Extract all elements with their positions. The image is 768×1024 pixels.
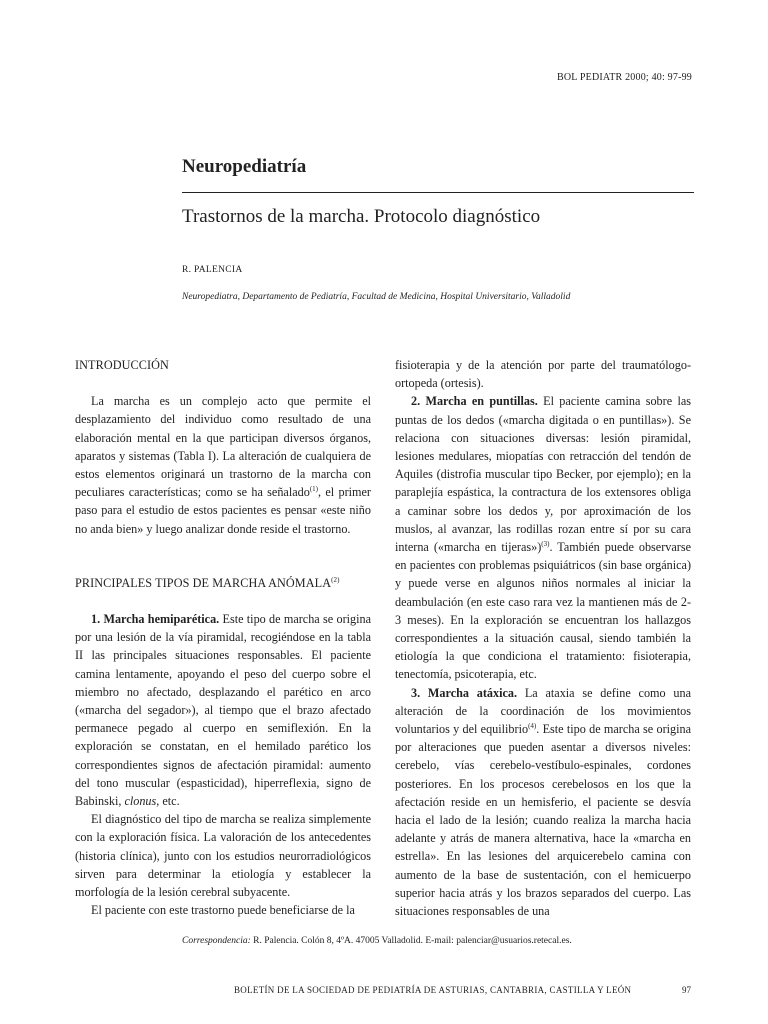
author-affiliation: Neuropediatra, Departamento de Pediatría, Facultad de Medicina, Hospital Universitario, Valladolid xyxy=(182,292,571,302)
section-title: Neuropediatría xyxy=(182,156,307,177)
left-column xyxy=(75,356,371,919)
article-title: Trastornos de la marcha. Protocolo diagnóstico xyxy=(182,206,541,227)
heading-introduccion: INTRODUCCIÓN xyxy=(75,358,169,372)
right-column xyxy=(395,356,691,920)
paragraph-puntillas: 2. Marcha en puntillas. El paciente camina sobre las puntas de los dedos («marcha digitada o en puntillas»). Se relaciona con situaciones diversas: lesión piramidal, lesiones medulares, miopatías con retracción del tendón de Aquiles (distrofia muscular tipo Becker, por ejemplo); en la paraplejía espástica, la contractura de los extensores obliga a caminar sobre los dedos y, por aproximación de los muslos, al avanzar, las rodillas rozan entre sí por su cara interna («marcha en tijeras»)$^{(3)}$. También puede observarse en pacientes con problemas psiquiátricos (sin base orgánica) y puede verse en algunos niños normales al iniciar la deambulación (en este caso rara vez la mantienen más de 2-3 meses). En la exploración se encuentran los hallazgos correspondientes a la situación causal, siendo también la etiología la que condiciona el tratamiento: fisioterapia, tenectomía, psicoterapia, etc. xyxy=(395,394,691,682)
author-name: R. PALENCIA xyxy=(182,265,243,275)
intro-paragraph: La marcha es un complejo acto que permite el desplazamiento del individuo como resultado de una elaboración mental en la que participan diversos órganos, aparatos y sistemas (Tabla I). La alteración de cualquiera de estos elementos originará un trastorno de la marcha con peculiares características; como se ha señalado$^{(1)}$, el primer paso para el estudio de estos pacientes es pensar «este niño no anda bien» y luego analizar donde reside el trastorno. xyxy=(75,394,371,536)
reference-2: (2) xyxy=(331,575,340,584)
page-number: 97 xyxy=(682,985,691,995)
footer-journal-name: BOLETÍN DE LA SOCIEDAD DE PEDIATRÍA DE ASTURIAS, CANTABRIA, CASTILLA Y LEÓN xyxy=(234,985,632,995)
paragraph-tratamiento: El paciente con este trastorno puede beneficiarse de la xyxy=(91,903,355,918)
correspondence-note: Correspondencia: R. Palencia. Colón 8, 4ºA. 47005 Valladolid. E-mail: palenciar@usuarios.retecal.es. xyxy=(182,936,572,946)
journal-reference: BOL PEDIATR 2000; 40: 97-99 xyxy=(556,72,692,83)
reference-3: (3) xyxy=(541,539,550,548)
heading-tipos-marcha: PRINCIPALES TIPOS DE MARCHA ANÓMALA$^{(2)}$ xyxy=(75,575,340,590)
paragraph-diagnostico: El diagnóstico del tipo de marcha se realiza simplemente con la exploración física. La valoración de los antecedentes (historia clínica), junto con los estudios neurorradiológicos sirven para determinar la etiología y establecer la morfología de la lesión cerebral subyacente. xyxy=(75,812,371,900)
paragraph-continuation: fisioterapia y de la atención por parte del traumatólogo-ortopeda (ortesis). xyxy=(395,358,691,391)
paragraph-hemiparetica: 1. Marcha hemiparética. Este tipo de marcha se origina por una lesión de la vía piramidal, recogiéndose en la tabla II las principales situaciones responsables. El paciente camina lentamente, apoyando el peso del cuerpo sobre el miembro no afectado, desplazando el parético en arco («marcha del segador»), al tiempo que el brazo afectado permanece pegado al cuerpo en semiflexión. En la exploración se constatan, en el hemilado parético los correspondientes signos de afectación piramidal: aumento del tono muscular (espasticidad), hiperreflexia, signo de Babinski, clonus, etc. xyxy=(75,612,371,809)
reference-4: (4) xyxy=(528,722,537,730)
title-divider xyxy=(182,192,694,193)
reference-1: (1) xyxy=(309,485,318,494)
paragraph-ataxica: 3. Marcha atáxica. La ataxia se define como una alteración de la coordinación de los movimientos voluntarios y del equilibrio$^{(4)}$. Este tipo de marcha se origina por alteraciones que pueden asentar a diversos niveles: cerebelo, vías cerebelo-vestíbulo-espinales, cordones posteriores. En los procesos cerebelosos en los que la afectación reside en un hemisferio, el paciente se desvía hacia el lado de la lesión; cuando realiza la marcha hacia adelante y atrás de manera alternativa, hace la «marcha en estrella». En las lesiones del arquicerebelo camina con aumento de la base de sustentación, con el hemicuerpo superior hacia atrás y los brazos separados del cuerpo. Las situaciones responsables de una xyxy=(395,685,691,919)
